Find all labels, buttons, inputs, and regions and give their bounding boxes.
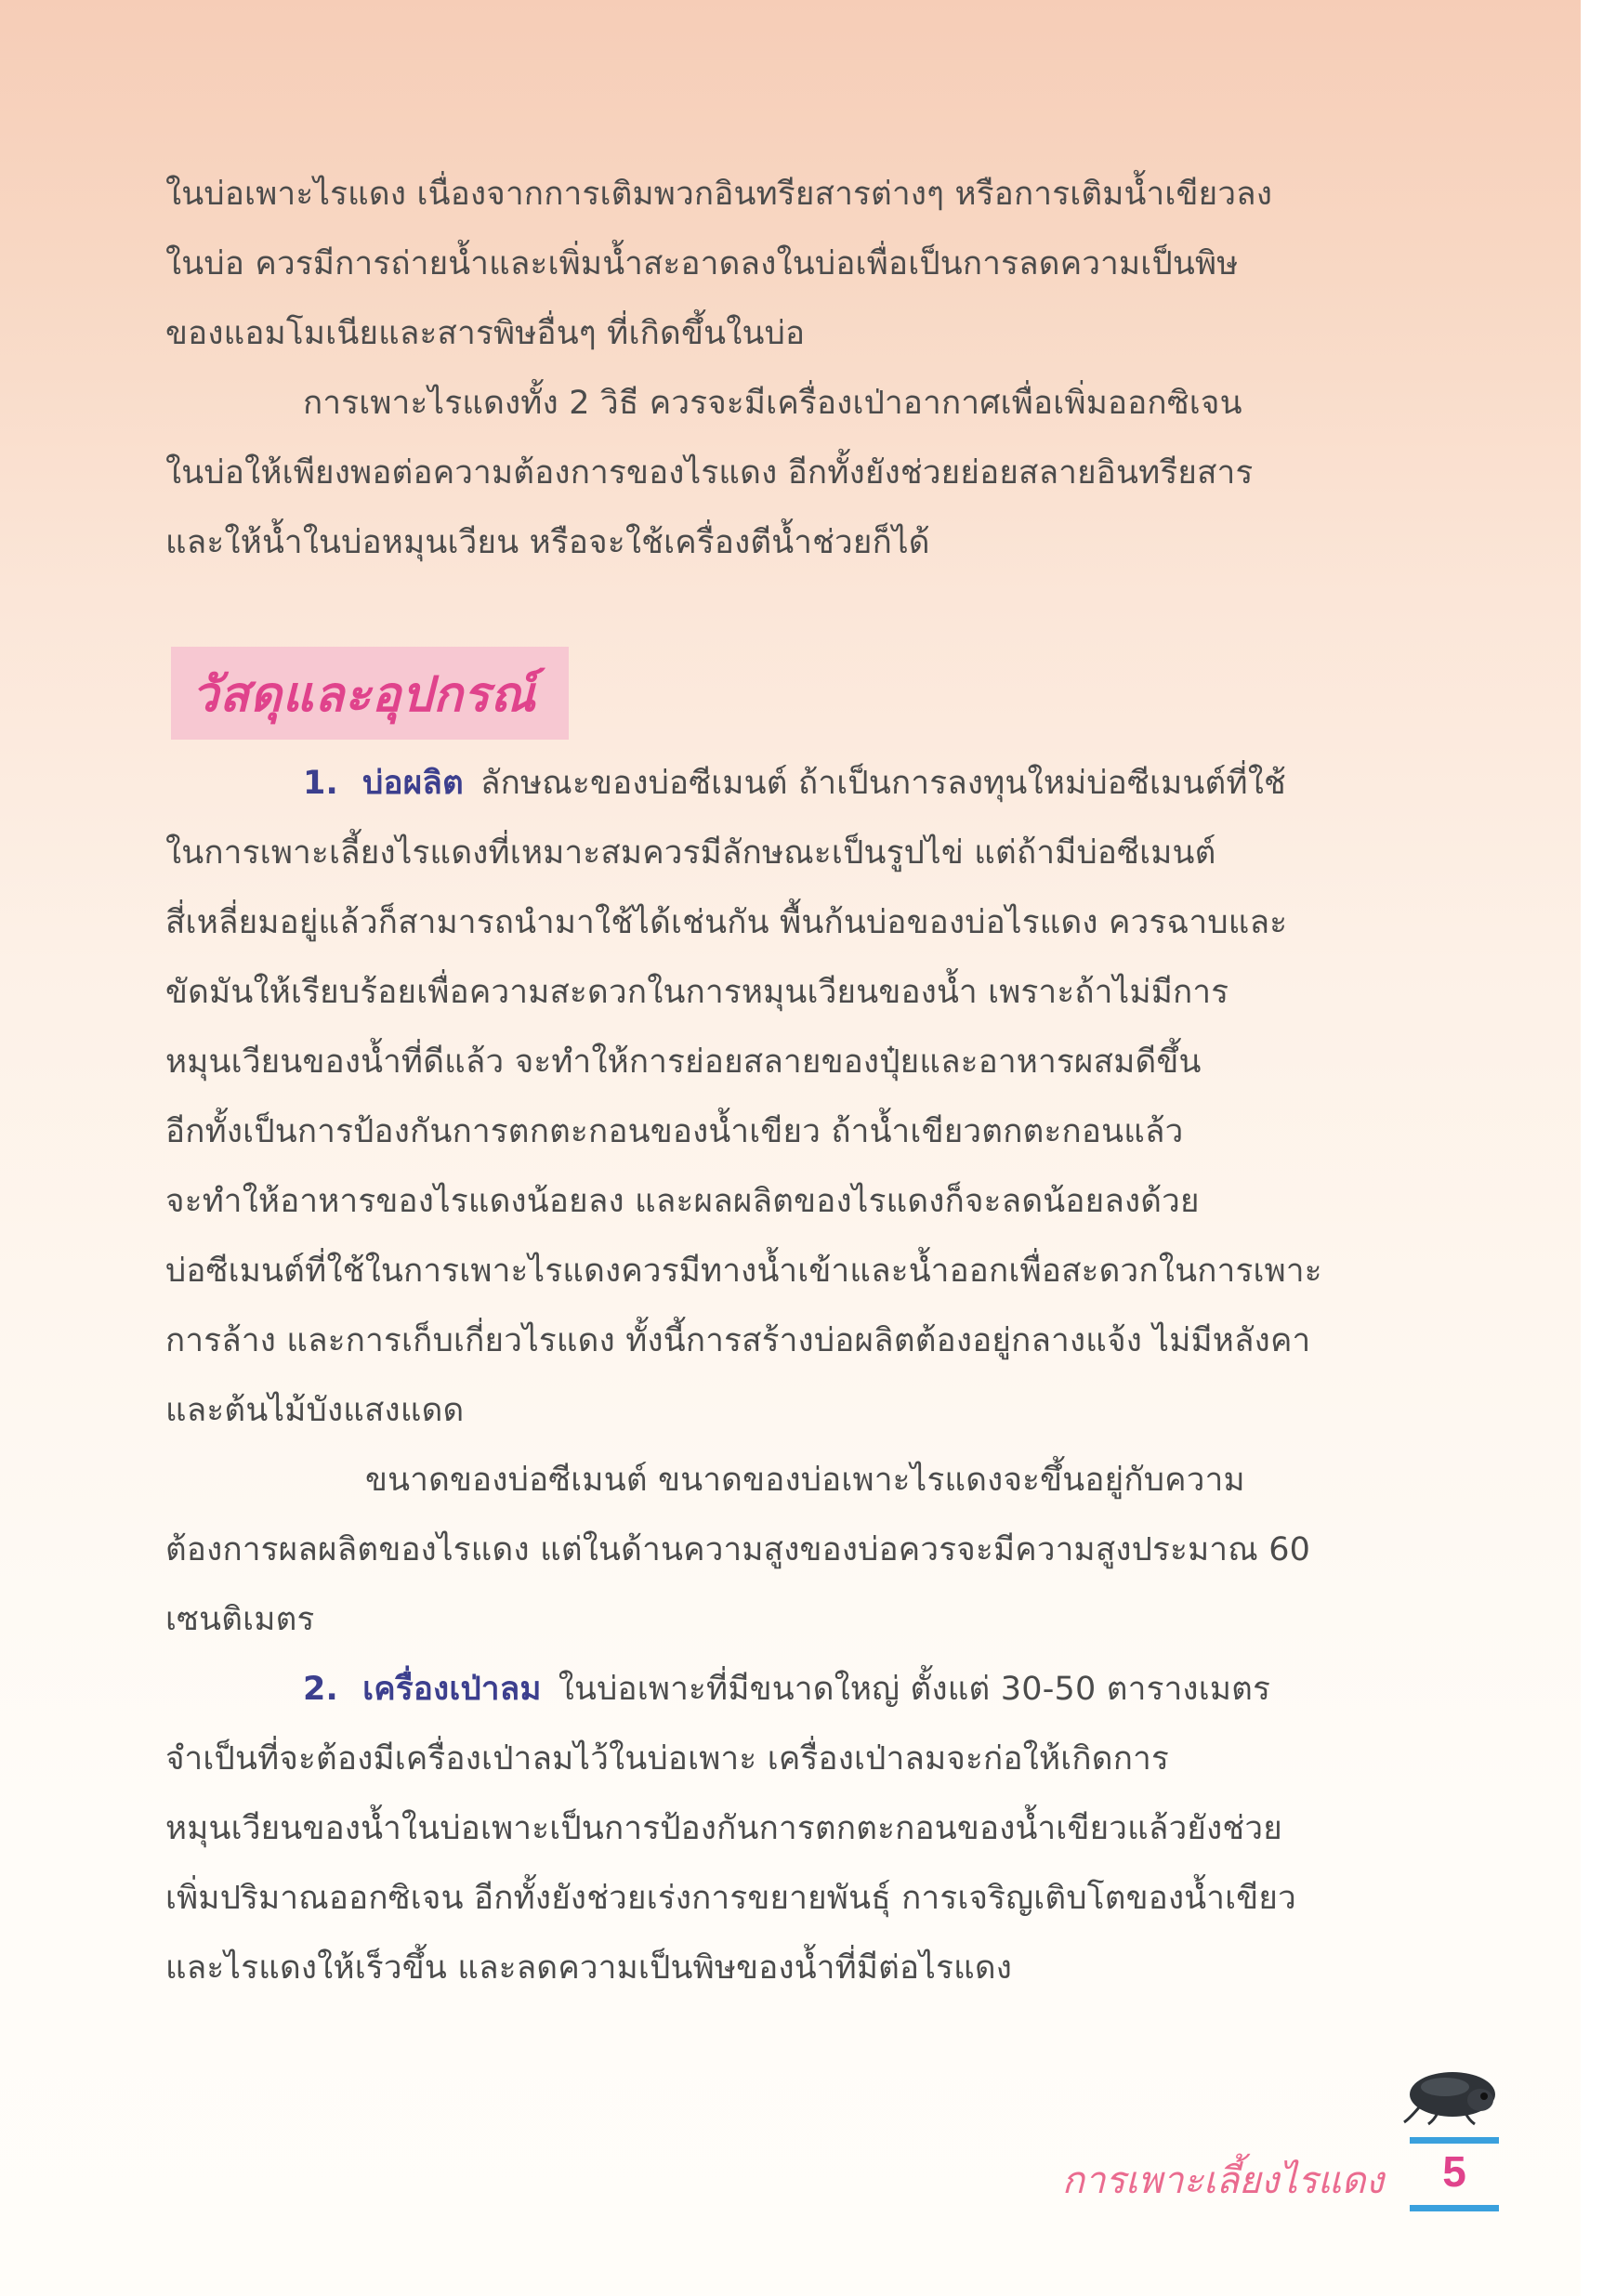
footer-book-title: การเพาะเลี้ยงไรแดง xyxy=(1061,2159,1384,2202)
paragraph-2-line: การเพาะไรแดงทั้ง 2 วิธี ควรจะมีเครื่องเป่าอากาศเพื่อเพิ่มออกซิเจน xyxy=(303,385,1242,422)
item-1-first-line xyxy=(165,749,1406,819)
water-flea-icon xyxy=(1400,2061,1503,2126)
item-2-line: หมุนเวียนของน้ำในบ่อเพาะเป็นการป้องกันการตกตะกอนของน้ำเขียวแล้วยังช่วย xyxy=(165,1810,1282,1847)
item-2-term: เครื่องเป่าลม xyxy=(362,1671,542,1708)
item-1-line: ขัดมันให้เรียบร้อยเพื่อความสะดวกในการหมุนเวียนของน้ำ เพราะถ้าไม่มีการ xyxy=(165,974,1229,1011)
paragraph-2-line: และให้น้ำในบ่อหมุนเวียน หรือจะใช้เครื่องตีน้ำช่วยก็ได้ xyxy=(165,524,930,561)
item-1-line: และต้นไม้บังแสงแดด xyxy=(165,1392,465,1429)
item-2-line: และไรแดงให้เร็วขึ้น และลดความเป็นพิษของน้ำที่มีต่อไรแดง xyxy=(165,1949,1013,1987)
page-footer xyxy=(1016,2137,1499,2221)
paragraph-2-line: ในบ่อให้เพียงพอต่อความต้องการของไรแดง อีกทั้งยังช่วยย่อยสลายอินทรียสาร xyxy=(165,454,1254,492)
item-1-line: หมุนเวียนของน้ำที่ดีแล้ว จะทำให้การย่อยสลายของปุ๋ยและอาหารผสมดีขึ้น xyxy=(165,1043,1202,1081)
page-number: 5 xyxy=(1442,2147,1466,2196)
size-paragraph-line: ขนาดของบ่อซีเมนต์ ขนาดของบ่อเพาะไรแดงจะขึ้นอยู่กับความ xyxy=(365,1462,1245,1499)
item-2-number: 2. xyxy=(303,1671,339,1708)
page-number-rule-top xyxy=(1410,2137,1499,2144)
page-number-box xyxy=(1410,2137,1499,2211)
size-paragraph-line: ต้องการผลผลิตของไรแดง แต่ในด้านความสูงของบ่อควรจะมีความสูงประมาณ 60 xyxy=(165,1531,1311,1568)
paragraph-1-line: ในบ่อเพาะไรแดง เนื่องจากการเติมพวกอินทรียสารต่างๆ หรือการเติมน้ำเขียวลง xyxy=(165,176,1273,213)
item-1-line: จะทำให้อาหารของไรแดงน้อยลง และผลผลิตของไรแดงก็จะลดน้อยลงด้วย xyxy=(165,1183,1200,1220)
item-2-line: เพิ่มปริมาณออกซิเจน อีกทั้งยังช่วยเร่งการขยายพันธุ์ การเจริญเติบโตของน้ำเขียว xyxy=(165,1880,1296,1917)
page-edge-strip xyxy=(1581,0,1603,2296)
section-heading: วัสดุและอุปกรณ์ xyxy=(191,665,536,723)
paragraph-1-line: ของแอมโมเนียและสารพิษอื่นๆ ที่เกิดขึ้นในบ่อ xyxy=(165,315,806,352)
page-number-rule-bottom xyxy=(1410,2205,1499,2211)
size-paragraph-line: เซนติเมตร xyxy=(165,1601,315,1638)
item-1-line: บ่อซีเมนต์ที่ใช้ในการเพาะไรแดงควรมีทางน้ำเข้าและน้ำออกเพื่อสะดวกในการเพาะ xyxy=(165,1253,1322,1290)
item-1-line: อีกทั้งเป็นการป้องกันการตกตะกอนของน้ำเขียว ถ้าน้ำเขียวตกตะกอนแล้ว xyxy=(165,1113,1184,1150)
section-heading-box xyxy=(171,647,569,740)
item-1-term: บ่อผลิต xyxy=(362,765,464,802)
item-1-line: ในการเพาะเลี้ยงไรแดงที่เหมาะสมควรมีลักษณะเป็นรูปไข่ แต่ถ้ามีบ่อซีเมนต์ xyxy=(165,834,1216,872)
item-2-first-line-text: ในบ่อเพาะที่มีขนาดใหญ่ ตั้งแต่ 30-50 ตารางเมตร xyxy=(558,1671,1271,1708)
item-1-first-line-text: ลักษณะของบ่อซีเมนต์ ถ้าเป็นการลงทุนใหม่บ่อซีเมนต์ที่ใช้ xyxy=(480,765,1286,802)
upper-body-text xyxy=(165,160,1406,578)
item-2-line: จำเป็นที่จะต้องมีเครื่องเป่าลมไว้ในบ่อเพาะ เครื่องเป่าลมจะก่อให้เกิดการ xyxy=(165,1740,1169,1778)
item-1-line: การล้าง และการเก็บเกี่ยวไรแดง ทั้งนี้การสร้างบ่อผลิตต้องอยู่กลางแจ้ง ไม่มีหลังคา xyxy=(165,1322,1311,1359)
item-1-line: สี่เหลี่ยมอยู่แล้วก็สามารถนำมาใช้ได้เช่นกัน พื้นก้นบ่อของบ่อไรแดง ควรฉาบและ xyxy=(165,904,1288,941)
item-2-first-line xyxy=(165,1655,1406,1725)
lower-body-text xyxy=(165,749,1406,2003)
paragraph-1-line: ในบ่อ ควรมีการถ่ายน้ำและเพิ่มน้ำสะอาดลงในบ่อเพื่อเป็นการลดความเป็นพิษ xyxy=(165,245,1239,282)
item-1-number: 1. xyxy=(303,765,339,802)
